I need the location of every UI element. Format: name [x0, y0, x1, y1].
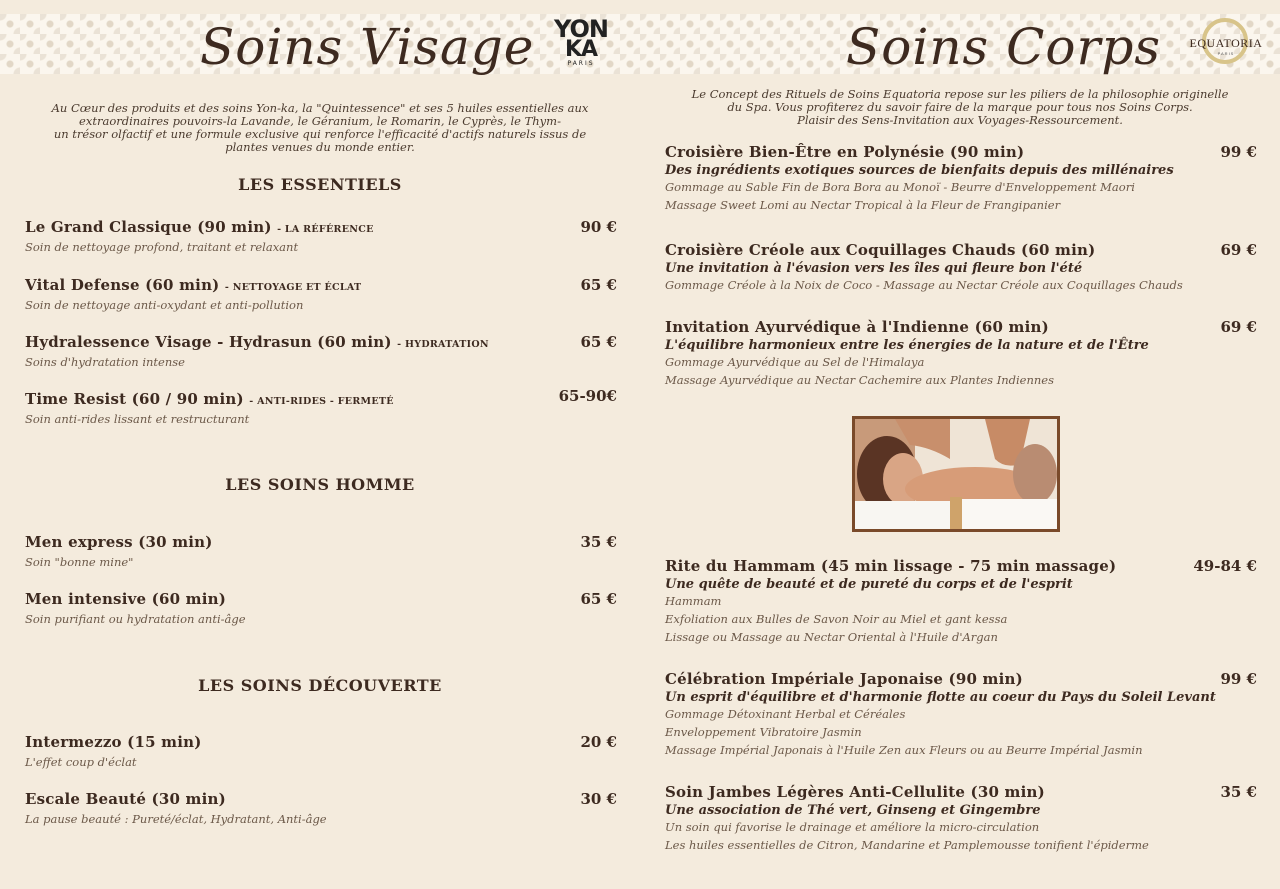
treatment-item: Time Resist (60 / 90 min) - ANTI-RIDES - FERMETÉ Soin anti-rides lissant et restructurant 65-90€: [25, 387, 617, 426]
ritual-price: 35 €: [1220, 783, 1257, 801]
treatment-price: 65-90€: [558, 387, 617, 405]
treatment-item: Hydralessence Visage - Hydrasun (60 min) - HYDRATATION Soins d'hydratation intense 65 €: [25, 333, 617, 369]
section-title-essentiels: LES ESSENTIELS: [238, 175, 402, 194]
treatment-item: Le Grand Classique (90 min) - LA RÉFÉRENCE Soin de nettoyage profond, traitant et relaxant 90 €: [25, 218, 617, 254]
ritual-item: Croisière Créole aux Coquillages Chauds (60 min) Une invitation à l'évasion vers les îles qui fleure bon l'été Gommage Créole à la Noix de Coco - Massage au Nectar Créole aux Coquillages Chauds 69 €: [665, 241, 1257, 292]
section-title-homme: LES SOINS HOMME: [225, 475, 415, 494]
visage-intro: Au Cœur des produits et des soins Yon-ka, la "Quintessence" et ses 5 huiles essentielles aux extraordinaires pouvoirs-la Lavande, le Géranium, le Romarin, le Cyprès, le Thym- un trésor olfactif et une formule exclusive qui renforce l'efficacité d'actifs naturels issus de plantes venues du monde entier.: [51, 101, 589, 154]
soins-visage-title: Soins Visage: [200, 18, 535, 76]
treatment-price: 30 €: [580, 790, 617, 808]
ritual-item: Invitation Ayurvédique à l'Indienne (60 min) L'équilibre harmonieux entre les énergies de la nature et de l'Être Gommage Ayurvédique au Sel de l'Himalaya Massage Ayurvédique au Nectar Cachemire aux Plantes Indiennes 69 €: [665, 318, 1257, 387]
massage-illustration: [855, 419, 1057, 529]
treatment-price: 65 €: [580, 276, 617, 294]
ritual-price: 69 €: [1220, 318, 1257, 336]
corps-intro: Le Concept des Rituels de Soins Equatoria repose sur les piliers de la philosophie originelle du Spa. Vous profiterez du savoir faire de la marque pour tous nos Soins Corps. Plaisir des Sens-Invitation aux Voyages-Ressourcement.: [691, 87, 1229, 127]
treatment-price: 65 €: [580, 590, 617, 608]
ritual-item: Rite du Hammam (45 min lissage - 75 min massage) Une quête de beauté et de pureté du corps et de l'esprit Hammam Exfoliation aux Bulles de Savon Noir au Miel et gant kessa Lissage ou Massage au Nectar Oriental à l'Huile d'Argan 49-84 €: [665, 557, 1257, 644]
soins-corps-title: Soins Corps: [846, 18, 1162, 76]
treatment-price: 20 €: [580, 733, 617, 751]
yonka-logo: YON KA PARIS: [553, 15, 608, 67]
treatment-item: Men express (30 min) Soin "bonne mine" 35 €: [25, 533, 617, 569]
treatment-item: Escale Beauté (30 min) La pause beauté : Pureté/éclat, Hydratant, Anti-âge 30 €: [25, 790, 617, 826]
ritual-item: Soin Jambes Légères Anti-Cellulite (30 min) Une association de Thé vert, Ginseng et Gingembre Un soin qui favorise le drainage et améliore la micro-circulation Les huiles essentielles de Citron, Mandarine et Pamplemousse tonifient l'épiderme 35 €: [665, 783, 1257, 852]
ritual-item: Célébration Impériale Japonaise (90 min) Un esprit d'équilibre et d'harmonie flotte au coeur du Pays du Soleil Levant Gommage Détoxinant Herbal et Céréales Enveloppement Vibratoire Jasmin Massage Impérial Japonais à l'Huile Zen aux Fleurs ou au Beurre Impérial Jasmin 99 €: [665, 670, 1257, 757]
treatment-price: 90 €: [580, 218, 617, 236]
treatment-item: Intermezzo (15 min) L'effet coup d'éclat 20 €: [25, 733, 617, 769]
ritual-price: 49-84 €: [1193, 557, 1257, 575]
ritual-price: 99 €: [1220, 670, 1257, 688]
treatment-price: 35 €: [580, 533, 617, 551]
treatment-item: Men intensive (60 min) Soin purifiant ou hydratation anti-âge 65 €: [25, 590, 617, 626]
treatment-price: 65 €: [580, 333, 617, 351]
equatoria-logo: EQUATORIA PARIS: [1186, 18, 1266, 70]
section-title-decouverte: LES SOINS DÉCOUVERTE: [198, 676, 442, 695]
ritual-item: Croisière Bien-Être en Polynésie (90 min) Des ingrédients exotiques sources de bienfaits depuis des millénaires Gommage au Sable Fin de Bora Bora au Monoï - Beurre d'Enveloppement Maori Massage Sweet Lomi au Nectar Tropical à la Fleur de Frangipanier 99 €: [665, 143, 1257, 212]
treatment-item: Vital Defense (60 min) - NETTOYAGE ET ÉCLAT Soin de nettoyage anti-oxydant et anti-pollution 65 €: [25, 276, 617, 312]
massage-photo: [852, 416, 1060, 532]
ritual-price: 99 €: [1220, 143, 1257, 161]
ritual-price: 69 €: [1220, 241, 1257, 259]
